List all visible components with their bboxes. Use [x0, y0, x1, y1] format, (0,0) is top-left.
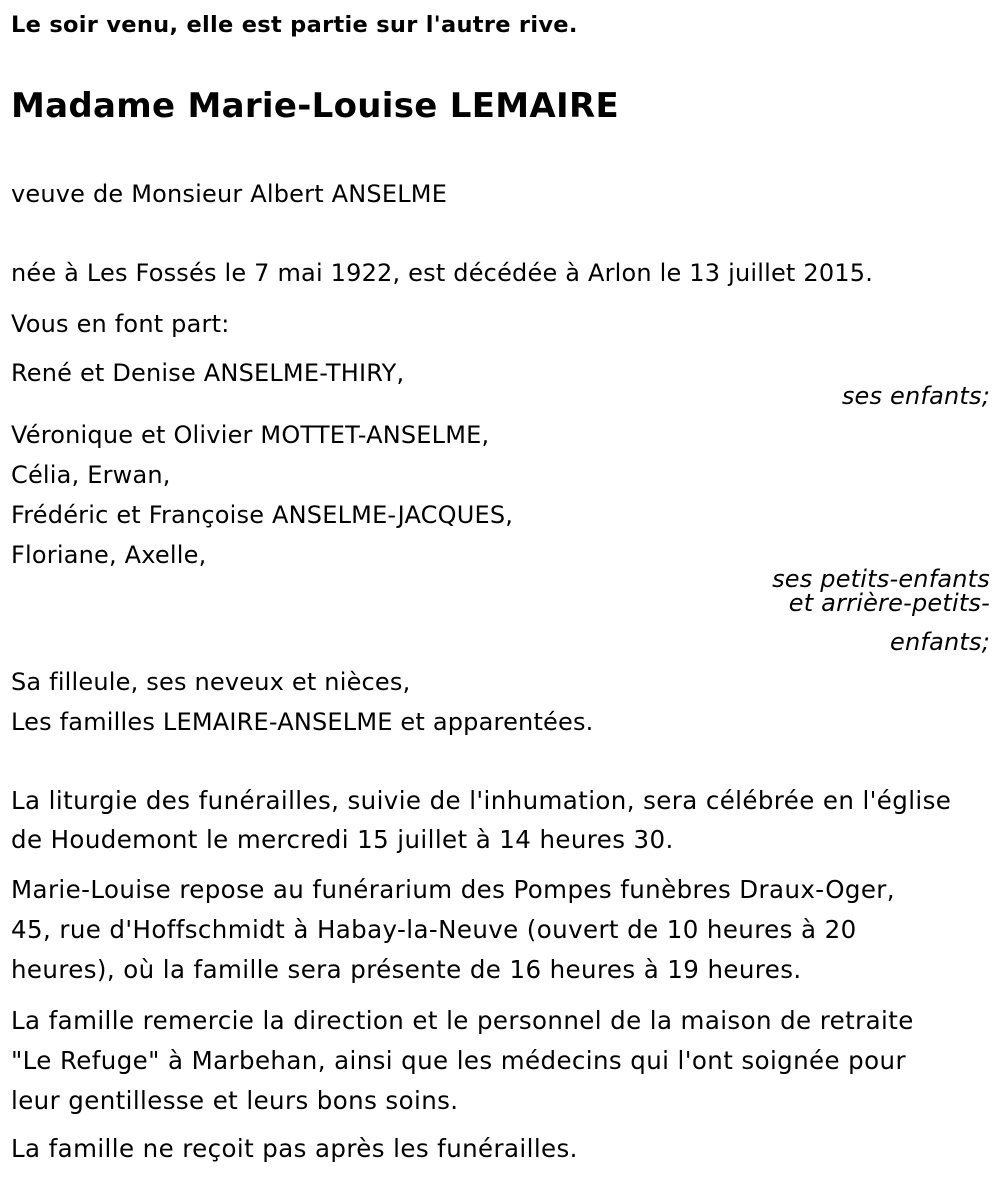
grandchildren-name-line: Floriane, Axelle,	[11, 541, 207, 569]
others-line: Sa filleule, ses neveux et nièces,	[11, 668, 411, 696]
grandchildren-relation-line: enfants;	[890, 628, 990, 656]
viewing-paragraph-line: 45, rue d'Hoffschmidt à Habay-la-Neuve (ouvert de 10 heures à 20	[11, 915, 857, 944]
others-line: Les familles LEMAIRE-ANSELME et apparentées.	[11, 708, 594, 736]
spouse-line: veuve de Monsieur Albert ANSELME	[11, 180, 448, 208]
grandchildren-name-line: Véronique et Olivier MOTTET-ANSELME,	[11, 421, 490, 449]
grandchildren-name-line: Célia, Erwan,	[11, 461, 171, 489]
announcement-intro: Vous en font part:	[11, 310, 230, 338]
viewing-paragraph-line: Marie-Louise repose au funérarium des Pompes funèbres Draux-Oger,	[11, 875, 895, 904]
thanks-paragraph-line: "Le Refuge" à Marbehan, ainsi que les médecins qui l'ont soignée pour	[11, 1046, 906, 1075]
grandchildren-relation-line: ses petits-enfants	[772, 565, 990, 593]
birth-death-line: née à Les Fossés le 7 mai 1922, est décédée à Arlon le 13 juillet 2015.	[11, 259, 874, 287]
children-names: René et Denise ANSELME-THIRY,	[11, 359, 405, 387]
funeral-paragraph-line: La liturgie des funérailles, suivie de l'inhumation, sera célébrée en l'église	[11, 786, 952, 815]
closing-line: La famille ne reçoit pas après les funérailles.	[11, 1134, 578, 1163]
thanks-paragraph-line: La famille remercie la direction et le personnel de la maison de retraite	[11, 1006, 914, 1035]
grandchildren-relation-line: et arrière-petits-	[788, 589, 990, 617]
funeral-paragraph-line: de Houdemont le mercredi 15 juillet à 14 heures 30.	[11, 825, 674, 854]
viewing-paragraph-line: heures), où la famille sera présente de 16 heures à 19 heures.	[11, 955, 802, 984]
grandchildren-name-line: Frédéric et Françoise ANSELME-JACQUES,	[11, 501, 514, 529]
deceased-name: Madame Marie-Louise LEMAIRE	[11, 86, 619, 126]
epigraph: Le soir venu, elle est partie sur l'autre rive.	[11, 12, 578, 38]
thanks-paragraph-line: leur gentillesse et leurs bons soins.	[11, 1086, 459, 1115]
children-relation: ses enfants;	[841, 382, 990, 410]
